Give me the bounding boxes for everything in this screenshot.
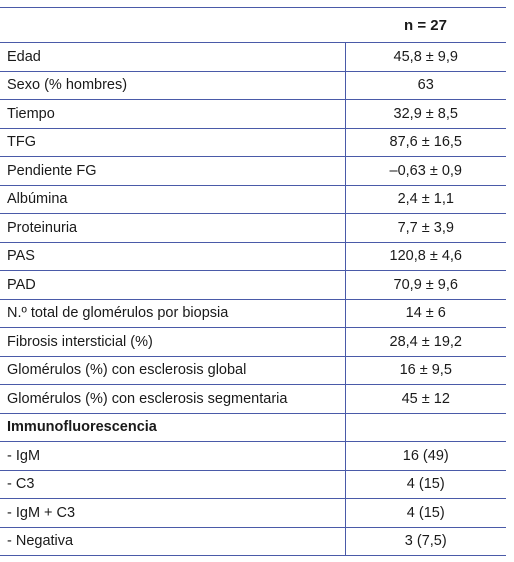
- row-label: Tiempo: [0, 100, 345, 129]
- row-value: 16 ± 9,5: [345, 356, 506, 385]
- patient-characteristics-table: [0, 7, 506, 556]
- row-label: N.º total de glomérulos por biopsia: [0, 299, 345, 328]
- row-value: 120,8 ± 4,6: [345, 242, 506, 271]
- data-table-container: [0, 7, 506, 556]
- table-row: [0, 527, 506, 556]
- table-row: [0, 299, 506, 328]
- header-label-cell: [0, 8, 345, 43]
- table-row: [0, 470, 506, 499]
- row-label: Edad: [0, 43, 345, 72]
- table-row: [0, 328, 506, 357]
- row-value: 45,8 ± 9,9: [345, 43, 506, 72]
- row-label: Glomérulos (%) con esclerosis global: [0, 356, 345, 385]
- row-value: [345, 413, 506, 442]
- row-label: Pendiente FG: [0, 157, 345, 186]
- row-value: 87,6 ± 16,5: [345, 128, 506, 157]
- table-row: [0, 356, 506, 385]
- row-label: - C3: [0, 470, 345, 499]
- table-row: [0, 271, 506, 300]
- table-row: [0, 43, 506, 72]
- row-label: Albúmina: [0, 185, 345, 214]
- row-label: PAD: [0, 271, 345, 300]
- table-row: [0, 385, 506, 414]
- row-label: TFG: [0, 128, 345, 157]
- row-value: 4 (15): [345, 470, 506, 499]
- row-value: 2,4 ± 1,1: [345, 185, 506, 214]
- row-value: 32,9 ± 8,5: [345, 100, 506, 129]
- row-value: 16 (49): [345, 442, 506, 471]
- row-value: 7,7 ± 3,9: [345, 214, 506, 243]
- row-label: - IgM + C3: [0, 499, 345, 528]
- table-row: [0, 100, 506, 129]
- section-header-row: [0, 413, 506, 442]
- row-value: –0,63 ± 0,9: [345, 157, 506, 186]
- table-row: [0, 499, 506, 528]
- row-value: 70,9 ± 9,6: [345, 271, 506, 300]
- row-label: Glomérulos (%) con esclerosis segmentaria: [0, 385, 345, 414]
- table-row: [0, 157, 506, 186]
- table-header-row: [0, 8, 506, 43]
- table-row: [0, 128, 506, 157]
- row-label: - IgM: [0, 442, 345, 471]
- row-label: Sexo (% hombres): [0, 71, 345, 100]
- row-value: 63: [345, 71, 506, 100]
- row-value: 14 ± 6: [345, 299, 506, 328]
- row-label: PAS: [0, 242, 345, 271]
- section-header-label: Immunofluorescencia: [0, 413, 345, 442]
- row-value: 28,4 ± 19,2: [345, 328, 506, 357]
- row-label: Proteinuria: [0, 214, 345, 243]
- table-row: [0, 442, 506, 471]
- header-value-cell: n = 27: [345, 8, 506, 43]
- row-label: - Negativa: [0, 527, 345, 556]
- row-value: 3 (7,5): [345, 527, 506, 556]
- row-value: 45 ± 12: [345, 385, 506, 414]
- table-row: [0, 71, 506, 100]
- row-label: Fibrosis intersticial (%): [0, 328, 345, 357]
- table-row: [0, 185, 506, 214]
- row-value: 4 (15): [345, 499, 506, 528]
- table-row: [0, 242, 506, 271]
- table-row: [0, 214, 506, 243]
